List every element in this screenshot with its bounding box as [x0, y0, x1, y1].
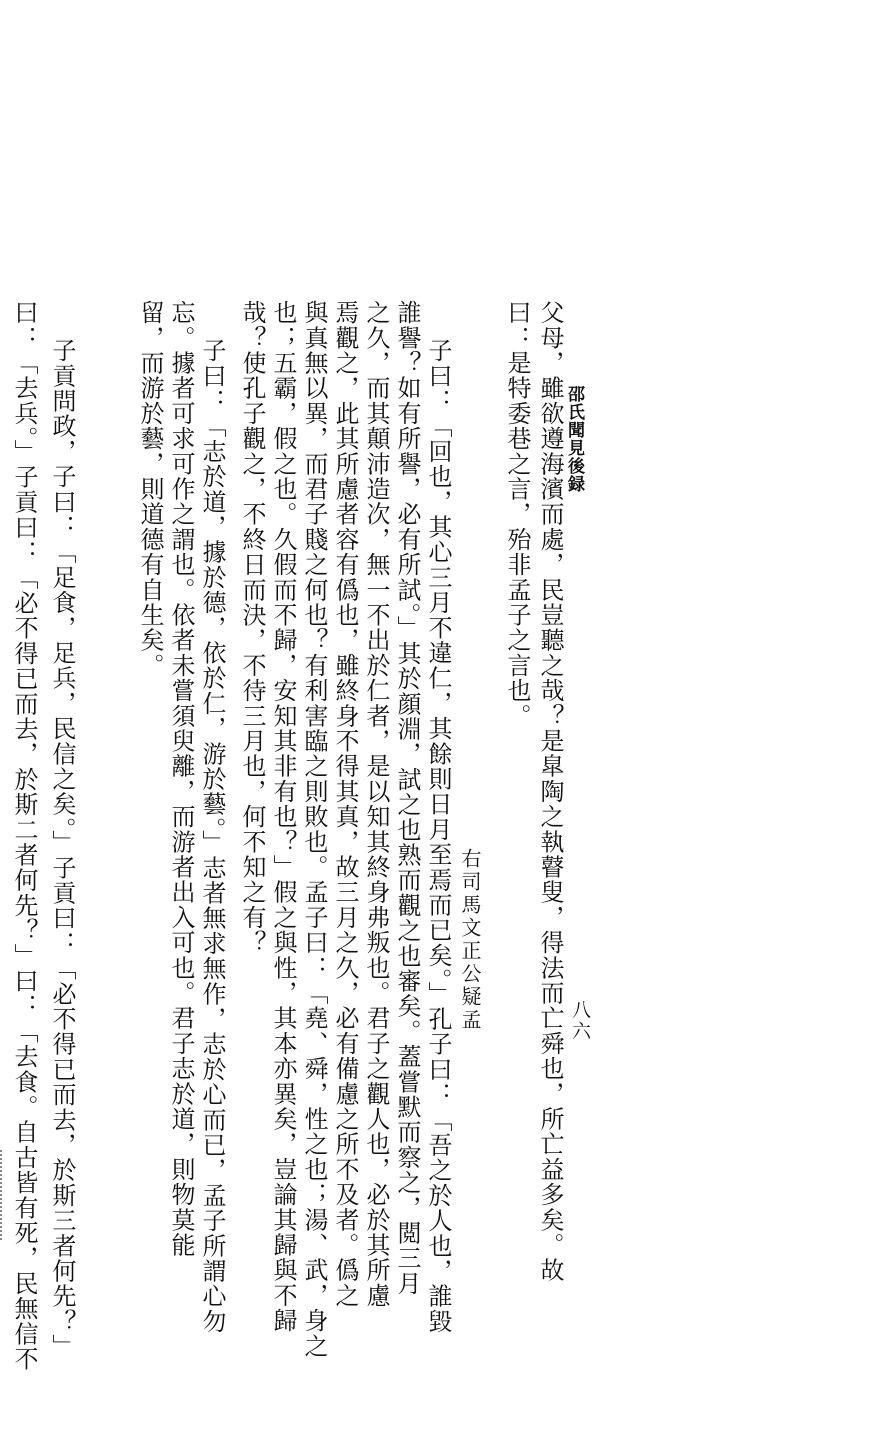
- text-column: 子貢問政，子曰：「足食，足兵，民信之矣。」子貢曰：「必不得已而去，於斯三者何先？」: [48, 338, 76, 1360]
- text-column: 忘。據者可求可作之謂也。依者未嘗須臾離，而游者出入可也。君子志於道，則物莫能: [167, 300, 195, 1258]
- page-edge-marks: [0, 1150, 6, 1240]
- text-column: 曰：是特委巷之言，殆非孟子之言也。: [503, 300, 531, 729]
- text-column: 誰譽？如有所譽，必有所試。」其於顔淵，試之也熟而觀之也審矣。蓋嘗默而察之，閲三月: [393, 300, 421, 1296]
- text-column: 父母，雖欲遵海濱而處，民豈聽之哉？是皐陶之執瞽叟，得法而亡舜也，所亡益多矣。故: [536, 300, 564, 1283]
- text-column: 之久，而其顛沛造次，無一不出於仁者，是以知其終身弗叛也。君子之觀人也，必於其所慮: [362, 300, 390, 1308]
- text-column: 子曰：「回也，其心三月不違仁，其餘則日月至焉而已矣。」孔子曰：「吾之於人也，誰毀: [424, 338, 452, 1334]
- text-column: 子曰：「志於道，據於德，依於仁，游於藝。」志者無求無作，志於心而已，孟子所謂心勿: [198, 338, 226, 1334]
- running-title: 邵氏聞見後録: [564, 385, 584, 493]
- text-column: 哉？使孔子觀之，不終日而決，不待三月也，何不知之有？: [238, 300, 266, 956]
- text-column: 曰：「去兵。」子貢曰：「必不得已而去，於斯二者何先？」曰：「去食。自古皆有死，民無信不: [10, 300, 38, 1372]
- page-number: 八六: [569, 1000, 591, 1042]
- text-column: 焉觀之，此其所慮者容有僞也，雖終身不得其真，故三月之久，必有備慮之所不及者。僞之: [331, 300, 359, 1308]
- text-column: 與真無以異，而君子賤之何也？有利害臨之則敗也。孟子曰：「堯、舜，性之也；湯、武，身之: [300, 300, 328, 1359]
- section-title: 右司馬文正公疑孟: [458, 848, 482, 1032]
- text-column: 留，而游於藝，則道德有自生矣。: [136, 300, 164, 678]
- text-column: 也；五霸，假之也。久假而不歸，安知其非有也？」假之與性，其本亦異矣，豈論其歸與不歸: [269, 300, 297, 1334]
